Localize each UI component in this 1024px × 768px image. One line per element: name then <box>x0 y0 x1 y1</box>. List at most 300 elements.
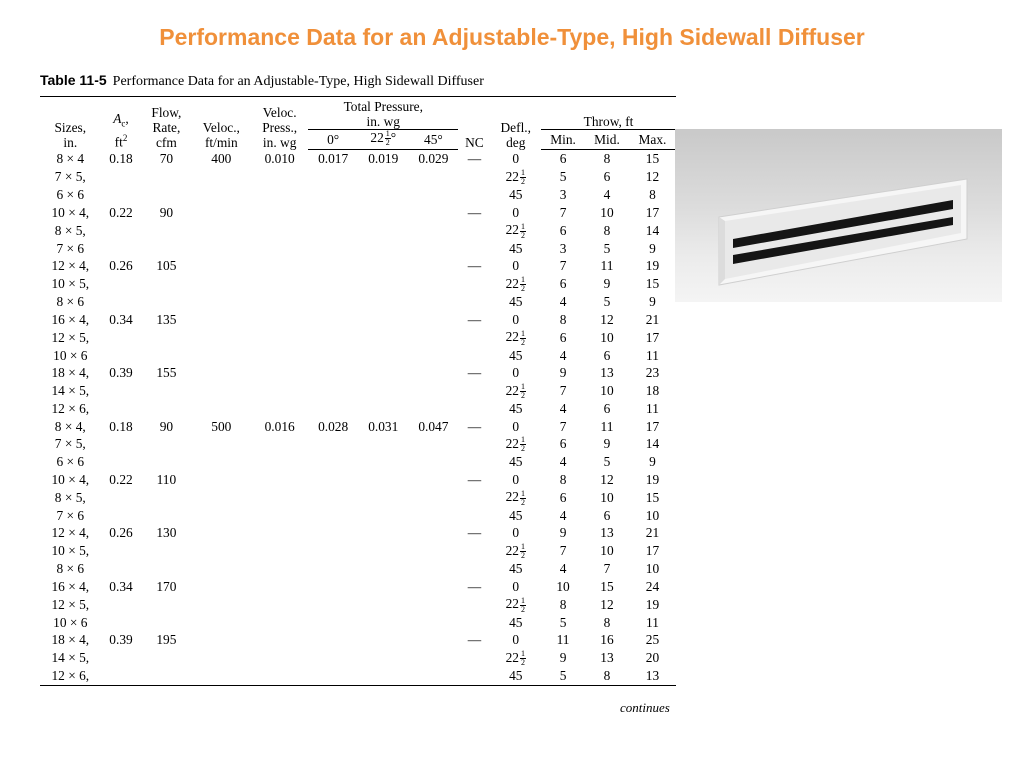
cell-deflection: 22 $\frac{1}{2}$ <box>505 542 525 561</box>
cell-tp-0 <box>308 364 358 382</box>
table-row <box>40 542 676 560</box>
cell-nc <box>458 240 490 258</box>
cell-throw-min: 7 <box>559 258 567 274</box>
cell-deflection: 45 <box>509 668 523 684</box>
cell-throw-max: 9 <box>649 240 656 256</box>
cell-tp-45 <box>408 257 458 275</box>
cell-velocity <box>191 293 251 311</box>
cell-throw-mid: 13 <box>600 650 614 666</box>
table-row <box>40 293 676 311</box>
cell-throw-max: 21 <box>645 311 660 327</box>
cell-nc: — <box>467 151 482 167</box>
table-row <box>40 631 676 649</box>
cell-tp-0 <box>308 275 358 293</box>
cell-ac: 0.18 <box>109 418 133 434</box>
cell-deflection: 22 $\frac{1}{2}$ <box>505 488 525 507</box>
cell-throw-max: 11 <box>646 401 659 417</box>
table-row <box>40 453 676 471</box>
cell-tp-45 <box>408 595 458 613</box>
cell-throw-min: 9 <box>559 650 567 666</box>
cell-velocity-pressure <box>251 667 308 685</box>
cell-velocity <box>191 614 251 632</box>
half-fraction: $\frac{1}{2}$ <box>520 542 525 561</box>
cell-throw-max: 14 <box>645 222 660 238</box>
table-row <box>40 168 676 186</box>
cell-size: 10 × 5, <box>51 276 90 292</box>
cell-tp-0 <box>308 560 358 578</box>
cell-ac <box>101 453 142 471</box>
cell-throw-max: 12 <box>645 169 660 185</box>
table-row <box>40 150 676 168</box>
cell-cfm <box>141 435 191 453</box>
cell-ac: 0.22 <box>109 471 133 487</box>
cell-tp-0 <box>308 221 358 239</box>
cell-velocity-pressure <box>251 453 308 471</box>
cell-ac <box>101 649 142 667</box>
cell-tp-22 <box>358 347 408 365</box>
cell-throw-max: 18 <box>645 383 660 399</box>
cell-ac <box>101 507 142 525</box>
cell-ac <box>101 275 142 293</box>
cell-size: 8 × 5, <box>54 222 86 238</box>
cell-tp-22 <box>358 524 408 542</box>
table-row <box>40 311 676 329</box>
cell-velocity-pressure <box>251 311 308 329</box>
cell-nc <box>458 595 490 613</box>
cell-size: 8 × 4 <box>56 151 85 167</box>
cell-nc <box>458 435 490 453</box>
cell-tp-0 <box>308 631 358 649</box>
table-row <box>40 400 676 418</box>
cell-tp-45 <box>408 275 458 293</box>
cell-deflection: 22 $\frac{1}{2}$ <box>505 382 525 401</box>
cell-throw-mid: 12 <box>600 311 614 327</box>
cell-velocity <box>191 275 251 293</box>
cell-ac: 0.39 <box>109 365 133 381</box>
cell-tp-0 <box>308 400 358 418</box>
cell-tp-22 <box>358 649 408 667</box>
cell-nc: — <box>467 365 482 381</box>
header-nc: NC <box>465 134 484 150</box>
cell-nc <box>458 614 490 632</box>
cell-velocity <box>191 507 251 525</box>
cell-velocity-pressure <box>251 186 308 204</box>
cell-nc <box>458 453 490 471</box>
header-total-pressure: Total Pressure, in. wg <box>308 97 458 130</box>
cell-velocity-pressure <box>251 595 308 613</box>
cell-throw-min: 6 <box>559 222 567 238</box>
cell-deflection: 22 $\frac{1}{2}$ <box>505 435 525 454</box>
cell-tp-22 <box>358 168 408 186</box>
cell-nc <box>458 186 490 204</box>
cell-cfm <box>141 507 191 525</box>
cell-throw-mid: 11 <box>600 258 614 274</box>
performance-data-table <box>40 96 676 686</box>
cell-velocity-pressure <box>251 364 308 382</box>
cell-tp-0 <box>308 204 358 222</box>
cell-throw-mid: 6 <box>603 169 611 185</box>
cell-tp-22 <box>358 293 408 311</box>
cell-throw-mid: 16 <box>600 632 614 648</box>
cell-tp-0 <box>308 328 358 346</box>
cell-throw-min: 4 <box>559 294 567 310</box>
cell-velocity-pressure <box>251 507 308 525</box>
cell-deflection: 45 <box>509 454 523 470</box>
cell-tp-22 <box>358 400 408 418</box>
cell-ac: 0.39 <box>109 632 133 648</box>
table-row <box>40 524 676 542</box>
cell-size: 7 × 5, <box>54 169 86 185</box>
cell-throw-mid: 13 <box>600 525 614 541</box>
cell-nc: — <box>467 471 482 487</box>
cell-throw-max: 14 <box>645 436 660 452</box>
cell-velocity <box>191 524 251 542</box>
cell-throw-mid: 9 <box>603 436 611 452</box>
cell-size: 8 × 6 <box>56 294 85 310</box>
cell-tp-22 <box>358 542 408 560</box>
cell-throw-mid: 11 <box>600 418 614 434</box>
cell-size: 10 × 6 <box>53 347 88 363</box>
cell-throw-min: 4 <box>559 454 567 470</box>
cell-nc: — <box>467 632 482 648</box>
cell-size: 6 × 6 <box>56 187 85 203</box>
cell-deflection: 45 <box>509 187 523 203</box>
cell-nc: — <box>467 525 482 541</box>
cell-throw-min: 8 <box>559 311 567 327</box>
cell-nc <box>458 347 490 365</box>
cell-ac: 0.22 <box>109 204 133 220</box>
cell-cfm <box>141 614 191 632</box>
header-deflection: Defl., deg <box>500 119 532 150</box>
half-fraction: $\frac{1}{2}$ <box>520 382 525 401</box>
cell-velocity-pressure <box>251 542 308 560</box>
cell-throw-min: 5 <box>559 614 567 630</box>
cell-ac <box>101 168 142 186</box>
cell-tp-0 <box>308 649 358 667</box>
cell-nc: — <box>467 418 482 434</box>
cell-velocity-pressure <box>251 204 308 222</box>
header-tp-0: 0° <box>308 130 358 150</box>
cell-throw-mid: 15 <box>600 578 614 594</box>
cell-tp-45 <box>408 293 458 311</box>
cell-throw-max: 10 <box>645 561 660 577</box>
cell-tp-22 <box>358 382 408 400</box>
cell-tp-22 <box>358 507 408 525</box>
cell-throw-max: 25 <box>645 632 660 648</box>
cell-throw-max: 19 <box>645 471 660 487</box>
table-row <box>40 578 676 596</box>
cell-nc <box>458 560 490 578</box>
table-caption <box>40 72 680 90</box>
cell-deflection: 22 $\frac{1}{2}$ <box>505 328 525 347</box>
cell-nc: — <box>467 311 482 327</box>
cell-velocity-pressure <box>251 275 308 293</box>
cell-tp-45 <box>408 186 458 204</box>
cell-tp-0 <box>308 347 358 365</box>
cell-velocity <box>191 400 251 418</box>
cell-size: 7 × 6 <box>56 240 85 256</box>
header-tp-45: 45° <box>408 130 458 150</box>
table-row <box>40 347 676 365</box>
cell-size: 10 × 5, <box>51 543 90 559</box>
cell-throw-mid: 5 <box>603 294 611 310</box>
cell-deflection: 45 <box>509 294 523 310</box>
cell-tp-45 <box>408 400 458 418</box>
cell-tp-45 <box>408 204 458 222</box>
cell-tp-22 <box>358 595 408 613</box>
cell-tp-22 <box>358 311 408 329</box>
cell-throw-max: 23 <box>645 365 660 381</box>
cell-tp-45 <box>408 667 458 685</box>
cell-tp-22: 0.019 <box>368 151 399 167</box>
cell-throw-max: 15 <box>645 276 660 292</box>
cell-throw-min: 9 <box>559 525 567 541</box>
cell-cfm <box>141 400 191 418</box>
table-body <box>40 150 676 685</box>
cell-throw-min: 10 <box>556 578 570 594</box>
cell-tp-45 <box>408 168 458 186</box>
cell-ac <box>101 328 142 346</box>
cell-cfm <box>141 382 191 400</box>
cell-throw-mid: 6 <box>603 401 611 417</box>
cell-throw-mid: 8 <box>603 222 611 238</box>
cell-tp-0 <box>308 382 358 400</box>
cell-deflection: 22 $\frac{1}{2}$ <box>505 649 525 668</box>
cell-deflection: 45 <box>509 614 523 630</box>
cell-throw-min: 8 <box>559 596 567 612</box>
cell-deflection: 45 <box>509 507 523 523</box>
cell-tp-45 <box>408 524 458 542</box>
half-fraction: $\frac{1}{2}$ <box>520 435 525 454</box>
performance-table-block <box>40 72 680 686</box>
table-row <box>40 595 676 613</box>
cell-velocity-pressure <box>251 347 308 365</box>
cell-velocity-pressure <box>251 168 308 186</box>
cell-cfm: 110 <box>156 471 177 487</box>
cell-velocity-pressure: 0.010 <box>264 151 295 167</box>
cell-cfm: 135 <box>156 311 177 327</box>
cell-tp-45 <box>408 364 458 382</box>
cell-tp-22 <box>358 560 408 578</box>
cell-velocity <box>191 453 251 471</box>
cell-velocity: 400 <box>211 151 232 167</box>
cell-tp-22 <box>358 186 408 204</box>
cell-throw-min: 6 <box>559 329 567 345</box>
cell-tp-45 <box>408 240 458 258</box>
cell-cfm <box>141 328 191 346</box>
header-throw-min: Min. <box>541 130 585 150</box>
cell-tp-22 <box>358 631 408 649</box>
cell-velocity-pressure <box>251 488 308 506</box>
cell-velocity <box>191 631 251 649</box>
cell-deflection: 0 <box>512 151 520 167</box>
cell-nc: — <box>467 258 482 274</box>
cell-velocity-pressure <box>251 240 308 258</box>
cell-velocity <box>191 204 251 222</box>
cell-throw-mid: 8 <box>603 151 611 167</box>
cell-throw-max: 13 <box>645 668 660 684</box>
cell-velocity <box>191 240 251 258</box>
cell-velocity-pressure <box>251 631 308 649</box>
cell-deflection: 22 $\frac{1}{2}$ <box>505 275 525 294</box>
cell-throw-max: 11 <box>646 614 659 630</box>
header-sizes: Sizes, in. <box>54 119 87 150</box>
cell-ac: 0.34 <box>109 311 133 327</box>
cell-size: 12 × 5, <box>51 329 90 345</box>
table-row <box>40 328 676 346</box>
cell-tp-0 <box>308 667 358 685</box>
cell-deflection: 45 <box>509 561 523 577</box>
cell-velocity <box>191 488 251 506</box>
cell-nc <box>458 400 490 418</box>
cell-size: 16 × 4, <box>51 578 90 594</box>
cell-deflection: 45 <box>509 401 523 417</box>
cell-throw-min: 5 <box>559 668 567 684</box>
cell-nc <box>458 542 490 560</box>
cell-cfm <box>141 275 191 293</box>
cell-tp-0 <box>308 257 358 275</box>
cell-throw-max: 9 <box>649 294 656 310</box>
cell-velocity-pressure: 0.016 <box>264 418 295 434</box>
table-row <box>40 382 676 400</box>
cell-size: 16 × 4, <box>51 311 90 327</box>
cell-velocity <box>191 221 251 239</box>
cell-velocity-pressure <box>251 560 308 578</box>
cell-tp-45 <box>408 578 458 596</box>
cell-throw-mid: 12 <box>600 596 614 612</box>
cell-throw-max: 17 <box>645 543 660 559</box>
cell-velocity-pressure <box>251 400 308 418</box>
cell-size: 12 × 5, <box>51 596 90 612</box>
table-row <box>40 364 676 382</box>
cell-tp-45 <box>408 507 458 525</box>
cell-deflection: 0 <box>512 632 520 648</box>
cell-throw-mid: 4 <box>603 187 611 203</box>
table-row <box>40 488 676 506</box>
cell-throw-min: 4 <box>559 401 567 417</box>
cell-tp-45 <box>408 488 458 506</box>
cell-velocity-pressure <box>251 221 308 239</box>
cell-deflection: 22 $\frac{1}{2}$ <box>505 168 525 187</box>
cell-size: 12 × 4, <box>51 525 90 541</box>
cell-throw-min: 3 <box>559 240 567 256</box>
half-fraction: $\frac{1}{2}$ <box>520 595 525 614</box>
table-row <box>40 240 676 258</box>
cell-tp-0 <box>308 311 358 329</box>
cell-nc: — <box>467 204 482 220</box>
cell-size: 14 × 5, <box>51 650 90 666</box>
cell-throw-mid: 10 <box>600 489 614 505</box>
cell-ac <box>101 400 142 418</box>
cell-tp-0 <box>308 293 358 311</box>
cell-cfm <box>141 453 191 471</box>
cell-velocity-pressure <box>251 293 308 311</box>
header-throw-mid: Mid. <box>585 130 629 150</box>
cell-cfm: 105 <box>156 258 177 274</box>
cell-velocity <box>191 649 251 667</box>
cell-tp-22 <box>358 435 408 453</box>
cell-throw-min: 9 <box>559 365 567 381</box>
cell-size: 8 × 4, <box>54 418 86 434</box>
table-row <box>40 614 676 632</box>
cell-throw-max: 19 <box>645 258 660 274</box>
cell-velocity <box>191 560 251 578</box>
cell-tp-45 <box>408 560 458 578</box>
cell-throw-max: 9 <box>649 454 656 470</box>
cell-ac <box>101 488 142 506</box>
header-velocity: Veloc., ft/min <box>202 119 240 150</box>
cell-tp-45 <box>408 382 458 400</box>
cell-tp-45 <box>408 347 458 365</box>
cell-velocity <box>191 257 251 275</box>
cell-tp-45 <box>408 631 458 649</box>
cell-deflection: 0 <box>512 471 520 487</box>
cell-throw-max: 15 <box>645 489 660 505</box>
cell-tp-22 <box>358 471 408 489</box>
cell-tp-0 <box>308 186 358 204</box>
table-number: Table 11-5 <box>40 72 107 88</box>
cell-size: 18 × 4, <box>51 365 90 381</box>
cell-tp-0 <box>308 471 358 489</box>
cell-tp-0 <box>308 578 358 596</box>
cell-velocity-pressure <box>251 471 308 489</box>
cell-tp-22: 0.031 <box>368 418 399 434</box>
cell-size: 8 × 5, <box>54 489 86 505</box>
cell-nc <box>458 649 490 667</box>
cell-tp-22 <box>358 240 408 258</box>
cell-tp-0 <box>308 488 358 506</box>
cell-velocity <box>191 328 251 346</box>
cell-tp-22 <box>358 667 408 685</box>
cell-cfm <box>141 168 191 186</box>
cell-tp-0 <box>308 507 358 525</box>
cell-cfm <box>141 293 191 311</box>
cell-tp-45 <box>408 311 458 329</box>
cell-cfm: 155 <box>156 365 177 381</box>
cell-cfm <box>141 595 191 613</box>
half-fraction: $\frac{1}{2}$ <box>520 488 525 507</box>
cell-deflection: 0 <box>512 578 520 594</box>
cell-throw-max: 11 <box>646 347 659 363</box>
cell-throw-mid: 5 <box>603 240 611 256</box>
table-row <box>40 186 676 204</box>
header-tp-22: 22 $\frac{1}{2}$ ° <box>358 130 408 150</box>
half-fraction: $\frac{1}{2}$ <box>520 275 525 294</box>
cell-ac <box>101 614 142 632</box>
cell-cfm: 130 <box>156 525 177 541</box>
cell-deflection: 22 $\frac{1}{2}$ <box>505 221 525 240</box>
cell-velocity-pressure <box>251 328 308 346</box>
cell-throw-max: 10 <box>645 507 660 523</box>
cell-size: 10 × 4, <box>51 204 90 220</box>
cell-tp-22 <box>358 364 408 382</box>
cell-throw-max: 8 <box>649 187 656 203</box>
cell-tp-0 <box>308 614 358 632</box>
cell-ac <box>101 542 142 560</box>
cell-deflection: 0 <box>512 258 520 274</box>
table-row <box>40 667 676 685</box>
cell-ac: 0.18 <box>109 151 133 167</box>
cell-velocity <box>191 347 251 365</box>
table-row <box>40 221 676 239</box>
table-row <box>40 275 676 293</box>
cell-deflection: 0 <box>512 204 520 220</box>
cell-cfm: 170 <box>156 578 177 594</box>
cell-cfm: 70 <box>159 151 174 167</box>
cell-deflection: 0 <box>512 418 520 434</box>
cell-nc <box>458 507 490 525</box>
cell-tp-45 <box>408 542 458 560</box>
